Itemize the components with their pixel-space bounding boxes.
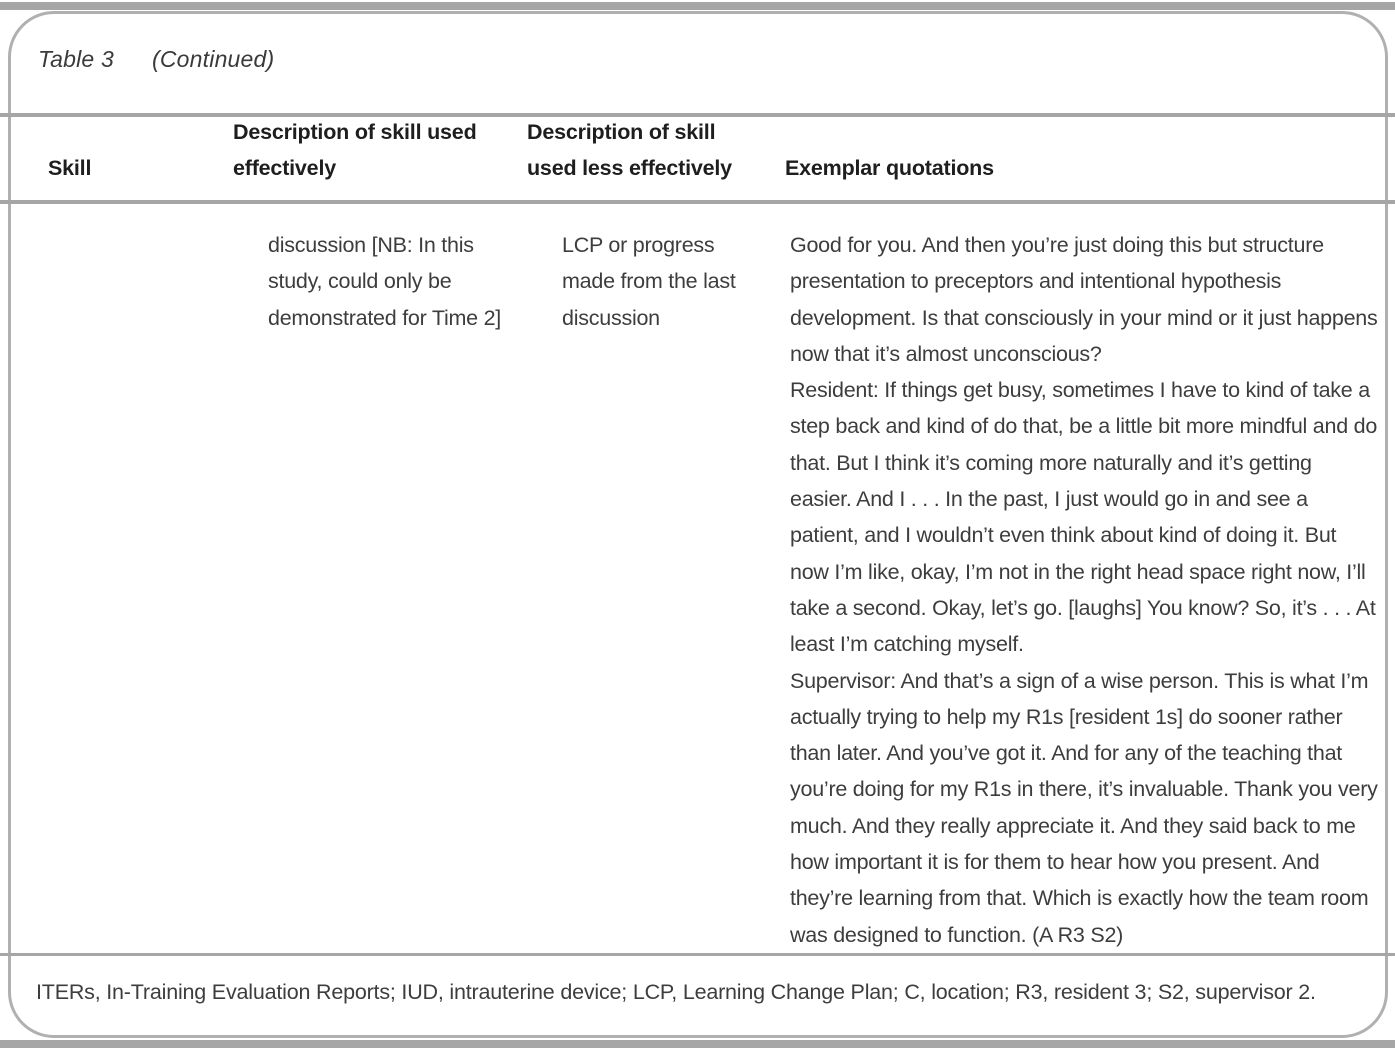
- column-header-skill-label: Skill: [48, 156, 92, 180]
- quotation-paragraph-supervisor: Supervisor: And that’s a sign of a wise person. This is what I’m actually trying to help my R1s [resident 1s] do sooner rather than later. And you’ve got it. And for any of the teaching that you’re doing for my R1s in there, it’s invaluable. Thank you very much. And they really appreciate it. And they said back to me how important it is for them to hear how you present. And they’re learning from that. Which is exactly how the team room was designed to function. (A R3 S2): [790, 668, 1378, 947]
- column-header-quotations: [785, 124, 1185, 186]
- quotation-paragraph-supervisor-intro: Good for you. And then you’re just doing this but structure presentation to preceptors and intentional hypothesis development. Is that consciously in your mind or it just happens now that it’s almost unconscious?: [790, 233, 1378, 366]
- cell-effective-description: discussion [NB: In this study, could only be demonstrated for Time 2]: [268, 233, 501, 330]
- table-caption-continued: (Continued): [152, 46, 275, 72]
- column-header-less-effective: [527, 120, 749, 186]
- table-caption-label: Table 3: [38, 46, 115, 72]
- column-header-less-effective-label: Description of skill used less effectively: [527, 120, 732, 180]
- column-header-effective-label: Description of skill used effectively: [233, 120, 477, 180]
- table-caption: [38, 46, 274, 73]
- footnote-divider-rule: [0, 953, 1395, 956]
- cell-exemplar-quotations: [790, 227, 1378, 953]
- bottom-rule: [0, 1040, 1395, 1048]
- column-header-effective: [233, 120, 505, 186]
- top-rule: [0, 2, 1395, 10]
- cell-less-effective-description: LCP or progress made from the last discussion: [562, 233, 736, 330]
- column-header-skill: [48, 124, 218, 186]
- column-header-quotations-label: Exemplar quotations: [785, 156, 994, 180]
- header-divider-rule: [0, 200, 1395, 204]
- table-footnote: ITERs, In-Training Evaluation Reports; IUD, intrauterine device; LCP, Learning Change Plan; C, location; R3, resident 3; S2, supervisor 2.: [36, 980, 1316, 1004]
- quotation-paragraph-resident: Resident: If things get busy, sometimes I have to kind of take a step back and kind of do that, be a little bit more mindful and do that. But I think it’s coming more naturally and it’s getting easier. And I . . . In the past, I just would go in and see a patient, and I wouldn’t even think about kind of doing it. But now I’m like, okay, I’m not in the right head space right now, I’ll take a second. Okay, let’s go. [laughs] You know? So, it’s . . . At least I’m catching myself.: [790, 378, 1378, 657]
